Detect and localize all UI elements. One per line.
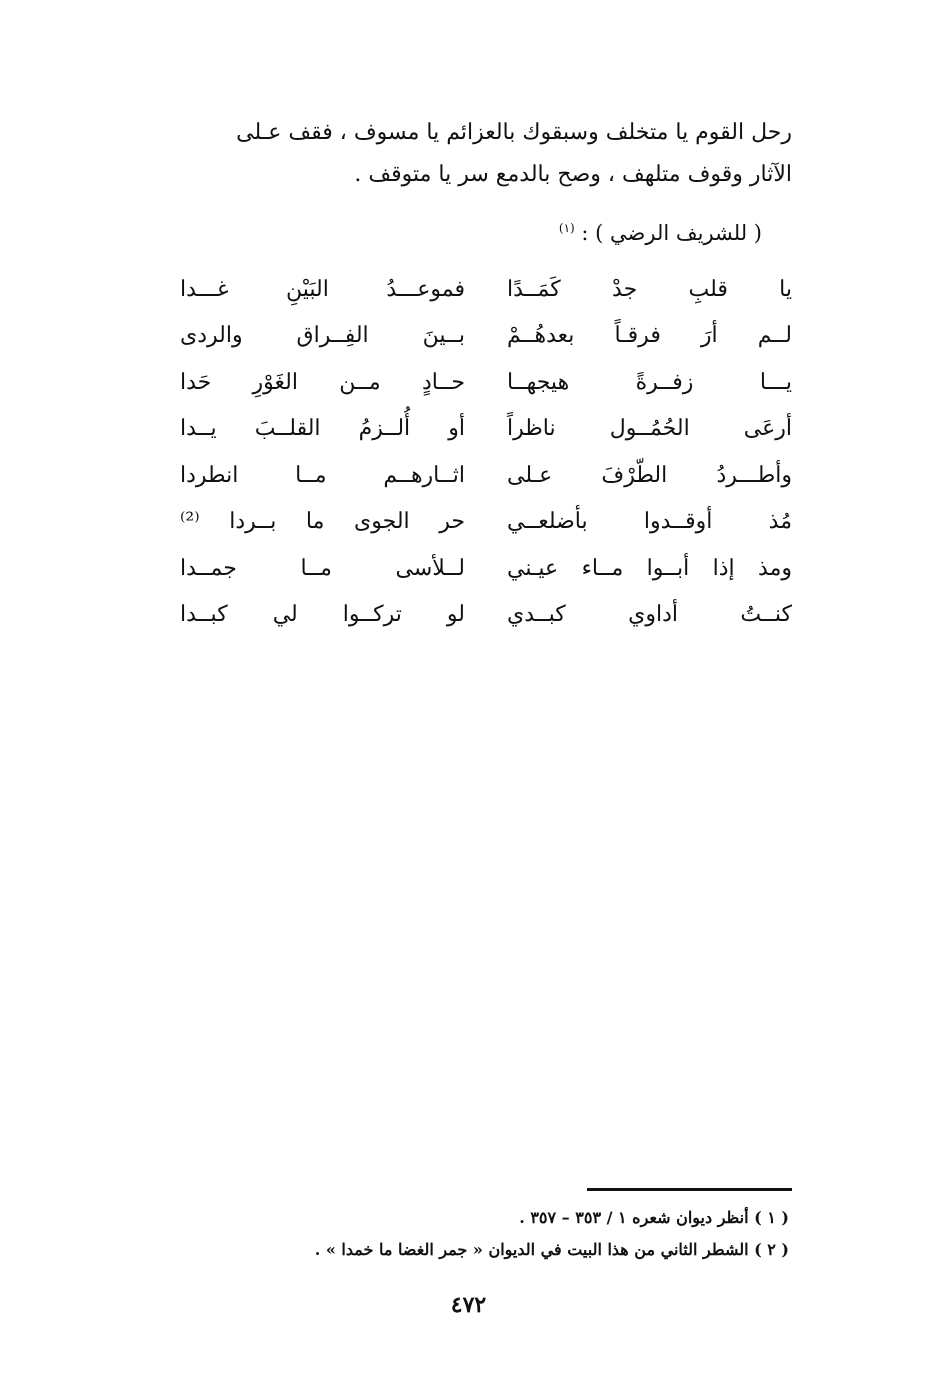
poem-verse xyxy=(180,313,792,360)
first-hemistich: يـــا زفــرةً هيجهــا xyxy=(507,369,792,395)
first-hemistich: يا قلبِ جدْ كَمَــدًا xyxy=(507,276,792,302)
poem-verse xyxy=(180,592,792,639)
poem-attribution xyxy=(559,208,762,253)
second-hemistich: اثــارهــم مــا انطردا xyxy=(180,462,465,488)
poem-verse xyxy=(180,406,792,453)
first-hemistich: لــم أرَ فرقـاً بعدهُــمْ xyxy=(507,323,792,349)
poem-verse xyxy=(180,545,792,592)
second-hemistich: حر الجوى ما بــردا ⁽²⁾ xyxy=(180,509,465,535)
poem-verse xyxy=(180,266,792,313)
footnote-marker: (١) xyxy=(558,221,575,235)
second-hemistich: أو أُلــزمُ القلــبَ يــدا xyxy=(180,416,465,442)
footnotes xyxy=(149,1202,789,1266)
poem-verse xyxy=(180,499,792,546)
second-hemistich: لــلأسى مــا جمــدا xyxy=(180,555,465,581)
footnote-divider xyxy=(587,1188,792,1191)
attribution-text: ( للشريف الرضي ) : xyxy=(581,221,762,245)
poem xyxy=(180,266,792,638)
second-hemistich: حــادٍ مــن الغَوْرِ حَدا xyxy=(180,369,465,395)
second-hemistich: بــينَ الفِــراق والردى xyxy=(180,323,465,349)
first-hemistich: كنــتُ أداوي كبــدي xyxy=(507,602,792,628)
footnote-2: ( ٢ ) الشطر الثاني من هذا البيت في الديوان « جمر الغضا ما خمدا » . xyxy=(314,1240,789,1259)
first-hemistich: أرعَى الحُمُــول ناظراً xyxy=(507,416,792,442)
first-hemistich: ومذ إذا أبــوا مــاء عيـني xyxy=(507,555,792,581)
page-number: ٤٧٢ xyxy=(450,1292,487,1318)
first-hemistich: مُذ أوقــدوا بأضلعــي xyxy=(507,509,792,535)
poem-verse xyxy=(180,452,792,499)
footnote-1: ( ١ ) أنظر ديوان شعره ١ / ٣٥٣ – ٣٥٧ . xyxy=(519,1208,789,1227)
poem-verse xyxy=(180,359,792,406)
second-hemistich: لو تركــوا لي كبــدا xyxy=(180,602,465,628)
first-hemistich: وأطـــردُ الطّرْفَ عـلى xyxy=(507,462,792,488)
prose-line: رحل القوم يا متخلف وسبقوك بالعزائم يا مسوف ، فقف عـلى xyxy=(236,120,792,145)
prose-paragraph xyxy=(162,112,792,196)
second-hemistich: فموعـــدُ البَيْنِ غـــدا xyxy=(180,276,465,302)
prose-line: الآثار وقوف متلهف ، وصح بالدمع سر يا متوقف . xyxy=(354,162,792,187)
